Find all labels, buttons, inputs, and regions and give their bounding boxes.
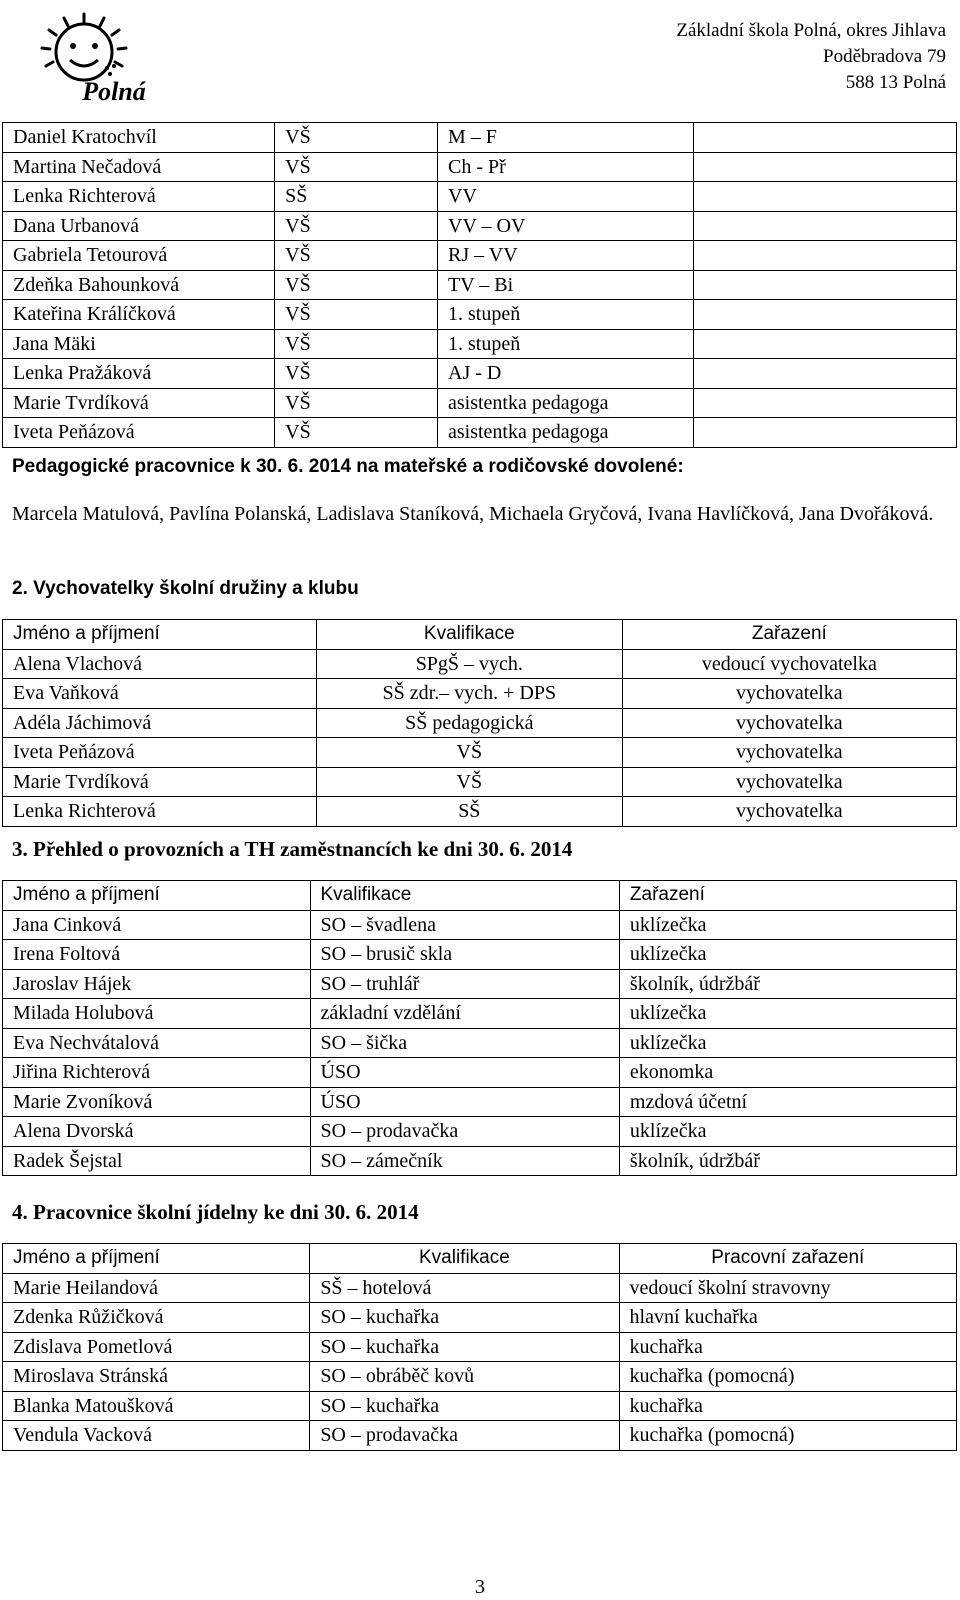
table-cell: VŠ: [316, 767, 622, 797]
table-cell: mzdová účetní: [619, 1087, 956, 1117]
table-cell: uklízečka: [619, 1117, 956, 1147]
table-cell: asistentka pedagoga: [438, 388, 694, 418]
table-cell: M – F: [438, 123, 694, 153]
table-cell: SŠ: [275, 182, 438, 212]
table-cell: ÚSO: [310, 1087, 619, 1117]
column-header: Pracovní zařazení: [619, 1244, 956, 1274]
table-row: [3, 1303, 957, 1333]
table-row: [3, 211, 957, 241]
table-row: [3, 1391, 957, 1421]
table-cell: Martina Nečadová: [3, 152, 275, 182]
table-row: [3, 910, 957, 940]
table-cell: Zdenka Růžičková: [3, 1303, 310, 1333]
table-cell: vychovatelka: [622, 738, 956, 768]
table-cell: Eva Vaňková: [3, 679, 317, 709]
column-header: Jméno a příjmení: [3, 881, 311, 911]
table-row: [3, 418, 957, 448]
table-row: [3, 1273, 957, 1303]
table-cell: kuchařka (pomocná): [619, 1421, 956, 1451]
table-cell: [694, 211, 957, 241]
table-cell: vedoucí školní stravovny: [619, 1273, 956, 1303]
school-name: Základní škola Polná, okres Jihlava: [676, 20, 946, 41]
table-cell: Marie Tvrdíková: [3, 767, 317, 797]
table-cell: Miroslava Stránská: [3, 1362, 310, 1392]
table-row: [3, 1421, 957, 1451]
table-cell: VŠ: [275, 418, 438, 448]
table-cell: SŠ: [316, 797, 622, 827]
table-cell: Gabriela Tetourová: [3, 241, 275, 271]
table-cell: Irena Foltová: [3, 940, 311, 970]
table-cell: SO – prodavačka: [310, 1117, 619, 1147]
table-cell: Marie Tvrdíková: [3, 388, 275, 418]
table-cell: kuchařka: [619, 1332, 956, 1362]
table-row: [3, 152, 957, 182]
table-cell: VV – OV: [438, 211, 694, 241]
table-cell: Marie Heilandová: [3, 1273, 310, 1303]
table-cell: VŠ: [275, 388, 438, 418]
table-cell: Alena Dvorská: [3, 1117, 311, 1147]
column-header: Zařazení: [619, 881, 956, 911]
table-cell: Daniel Kratochvíl: [3, 123, 275, 153]
school-logo-sun-icon: [22, 8, 172, 104]
table-cell: [694, 270, 957, 300]
table-cell: školník, údržbář: [619, 969, 956, 999]
table-cell: vychovatelka: [622, 767, 956, 797]
table-cell: ekonomka: [619, 1058, 956, 1088]
table-row: [3, 649, 957, 679]
table-cell: VŠ: [275, 241, 438, 271]
section4-heading: 4. Pracovnice školní jídelny ke dni 30. 6. 2014: [12, 1200, 419, 1224]
column-header: Jméno a příjmení: [3, 620, 317, 650]
table-cell: uklízečka: [619, 999, 956, 1029]
table-cell: vychovatelka: [622, 708, 956, 738]
table-row: [3, 679, 957, 709]
table-row: [3, 300, 957, 330]
table-cell: Adéla Jáchimová: [3, 708, 317, 738]
table-cell: VŠ: [275, 211, 438, 241]
table-cell: VŠ: [275, 329, 438, 359]
page-number: 3: [475, 1576, 485, 1598]
table-cell: Zdislava Pometlová: [3, 1332, 310, 1362]
logo-text: Polná: [82, 77, 146, 104]
canteen-staff-table: [2, 1243, 957, 1451]
school-street: Poděbradova 79: [823, 46, 946, 67]
table-row: [3, 329, 957, 359]
leave-heading: Pedagogické pracovnice k 30. 6. 2014 na mateřské a rodičovské dovolené:: [12, 456, 684, 477]
table-row: [3, 1332, 957, 1362]
table-cell: kuchařka: [619, 1391, 956, 1421]
table-cell: asistentka pedagoga: [438, 418, 694, 448]
table-row: [3, 999, 957, 1029]
table-header-row: [3, 620, 957, 650]
table-cell: Blanka Matoušková: [3, 1391, 310, 1421]
school-city: 588 13 Polná: [845, 72, 946, 93]
table-cell: hlavní kuchařka: [619, 1303, 956, 1333]
table-row: [3, 1058, 957, 1088]
table-cell: [694, 418, 957, 448]
table-cell: 1. stupeň: [438, 329, 694, 359]
table-cell: Jana Cinková: [3, 910, 311, 940]
table-row: [3, 1146, 957, 1176]
table-cell: SO – obráběč kovů: [310, 1362, 619, 1392]
table-cell: uklízečka: [619, 910, 956, 940]
table-row: [3, 969, 957, 999]
table-cell: vedoucí vychovatelka: [622, 649, 956, 679]
table-row: [3, 708, 957, 738]
table-header-row: [3, 881, 957, 911]
section3-heading: 3. Přehled o provozních a TH zaměstnancích ke dni 30. 6. 2014: [12, 837, 573, 861]
table-cell: TV – Bi: [438, 270, 694, 300]
table-header-row: [3, 1244, 957, 1274]
table-cell: [694, 152, 957, 182]
table-row: [3, 1087, 957, 1117]
table-row: [3, 388, 957, 418]
section2-heading: 2. Vychovatelky školní družiny a klubu: [12, 578, 359, 599]
table-cell: Dana Urbanová: [3, 211, 275, 241]
table-cell: Zdeňka Bahounková: [3, 270, 275, 300]
table-cell: SO – kuchařka: [310, 1303, 619, 1333]
table-cell: 1. stupeň: [438, 300, 694, 330]
table-cell: SŠ zdr.– vych. + DPS: [316, 679, 622, 709]
table-cell: [694, 123, 957, 153]
table-cell: Jiřina Richterová: [3, 1058, 311, 1088]
column-header: Zařazení: [622, 620, 956, 650]
table-row: [3, 797, 957, 827]
table-cell: ÚSO: [310, 1058, 619, 1088]
table-cell: uklízečka: [619, 940, 956, 970]
table-cell: SO – švadlena: [310, 910, 619, 940]
table-cell: základní vzdělání: [310, 999, 619, 1029]
table-cell: vychovatelka: [622, 797, 956, 827]
table-cell: Iveta Peňázová: [3, 738, 317, 768]
table-cell: VV: [438, 182, 694, 212]
column-header: Kvalifikace: [310, 1244, 619, 1274]
table-cell: Ch - Př: [438, 152, 694, 182]
table-row: [3, 1028, 957, 1058]
table-cell: Eva Nechvátalová: [3, 1028, 311, 1058]
table-cell: VŠ: [275, 359, 438, 389]
educators-table: [2, 619, 957, 827]
table-cell: Milada Holubová: [3, 999, 311, 1029]
table-cell: uklízečka: [619, 1028, 956, 1058]
table-cell: SO – brusič skla: [310, 940, 619, 970]
table-row: [3, 940, 957, 970]
table-cell: kuchařka (pomocná): [619, 1362, 956, 1392]
table-cell: Alena Vlachová: [3, 649, 317, 679]
column-header: Jméno a příjmení: [3, 1244, 310, 1274]
column-header: Kvalifikace: [316, 620, 622, 650]
table-cell: Kateřina Králíčková: [3, 300, 275, 330]
table-cell: SO – šička: [310, 1028, 619, 1058]
table-cell: AJ - D: [438, 359, 694, 389]
teachers-table: [2, 122, 957, 448]
table-cell: Jana Mäki: [3, 329, 275, 359]
table-row: [3, 182, 957, 212]
table-cell: [694, 388, 957, 418]
table-cell: RJ – VV: [438, 241, 694, 271]
table-cell: Lenka Pražáková: [3, 359, 275, 389]
table-cell: [694, 241, 957, 271]
table-row: [3, 1117, 957, 1147]
operational-staff-table: [2, 880, 957, 1176]
table-cell: SŠ pedagogická: [316, 708, 622, 738]
table-cell: Lenka Richterová: [3, 182, 275, 212]
table-cell: SO – zámečník: [310, 1146, 619, 1176]
table-row: [3, 359, 957, 389]
table-cell: SŠ – hotelová: [310, 1273, 619, 1303]
table-row: [3, 241, 957, 271]
table-cell: Lenka Richterová: [3, 797, 317, 827]
table-cell: [694, 359, 957, 389]
table-cell: SO – kuchařka: [310, 1391, 619, 1421]
table-cell: Iveta Peňázová: [3, 418, 275, 448]
column-header: Kvalifikace: [310, 881, 619, 911]
leave-text: Marcela Matulová, Pavlína Polanská, Ladislava Staníková, Michaela Gryčová, Ivana Havlíčková, Jana Dvořáková.: [12, 503, 934, 525]
table-cell: VŠ: [275, 300, 438, 330]
table-cell: VŠ: [275, 152, 438, 182]
table-row: [3, 767, 957, 797]
table-cell: VŠ: [275, 270, 438, 300]
table-row: [3, 123, 957, 153]
table-cell: [694, 300, 957, 330]
table-cell: SO – kuchařka: [310, 1332, 619, 1362]
school-address: [676, 18, 946, 96]
table-cell: VŠ: [275, 123, 438, 153]
table-row: [3, 270, 957, 300]
table-cell: VŠ: [316, 738, 622, 768]
table-cell: SO – truhlář: [310, 969, 619, 999]
table-cell: školník, údržbář: [619, 1146, 956, 1176]
table-cell: Radek Šejstal: [3, 1146, 311, 1176]
table-cell: SPgŠ – vych.: [316, 649, 622, 679]
table-cell: vychovatelka: [622, 679, 956, 709]
table-cell: Marie Zvoníková: [3, 1087, 311, 1117]
table-cell: SO – prodavačka: [310, 1421, 619, 1451]
table-cell: Jaroslav Hájek: [3, 969, 311, 999]
table-row: [3, 1362, 957, 1392]
table-cell: [694, 329, 957, 359]
table-row: [3, 738, 957, 768]
table-cell: Vendula Vacková: [3, 1421, 310, 1451]
table-cell: [694, 182, 957, 212]
